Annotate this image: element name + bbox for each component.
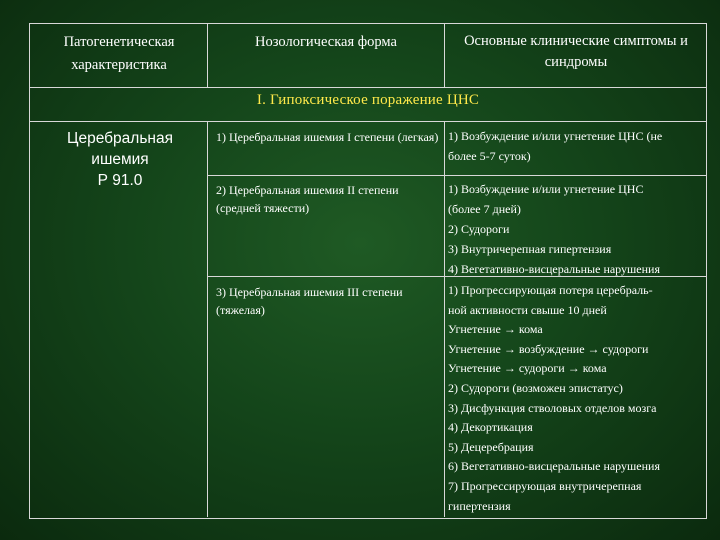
symptoms-row-3	[448, 281, 704, 516]
symptom-line: 1) Возбуждение и/или угнетение ЦНС	[448, 182, 644, 196]
header-pathogenetic: Патогенетическая характеристика	[63, 34, 175, 73]
symptom-line: Угнетение → кома	[448, 322, 543, 337]
symptom-line: 1) Прогрессирующая потеря церебраль-	[448, 283, 653, 297]
header-divider-1	[207, 23, 208, 87]
symptom-line: Угнетение → возбуждение → судороги	[448, 341, 649, 356]
symptom-line: 5) Децеребрация	[448, 439, 534, 454]
row-rule-1	[207, 175, 706, 176]
diagnosis-line-2: ишемия	[91, 151, 149, 168]
body-divider-1	[207, 121, 208, 517]
symptom-line: 3) Внутричерепная гипертензия	[448, 242, 612, 256]
body-divider-2	[444, 121, 445, 517]
form-row-1: 1) Церебральная ишемия I степени (легкая)	[216, 130, 439, 144]
symptom-line: 7) Прогрессирующая внутричерепная	[448, 478, 642, 493]
symptom-line: 6) Вегетативно-висцеральные нарушения	[448, 459, 660, 474]
symptom-line: гипертензия	[448, 498, 511, 513]
diagnosis-line-1: Церебральная	[67, 130, 173, 147]
symptoms-row-1	[448, 126, 704, 166]
symptom-line: 2) Судороги (возможен эпистатус)	[448, 380, 623, 395]
symptoms-row-2	[448, 179, 704, 279]
symptom-line: 1) Возбуждение и/или угнетение ЦНС (не	[448, 129, 663, 143]
symptom-line: 4) Декортикация	[448, 420, 533, 435]
symptom-line: более 5-7 суток)	[448, 149, 531, 163]
symptom-line: Угнетение → судороги → кома	[448, 361, 607, 376]
diagnosis-line-3: Р 91.0	[97, 172, 143, 189]
section-bottom-rule	[29, 121, 706, 122]
header-bottom-rule	[29, 87, 706, 88]
section-title: I. Гипоксическое поражение ЦНС	[256, 92, 480, 108]
header-divider-2	[444, 23, 445, 87]
header-clinical-symptoms: Основные клинические симптомы и синдромы	[464, 33, 688, 70]
form-row-2: 2) Церебральная ишемия II степени (средней тяжести)	[216, 183, 399, 215]
symptom-line: 3) Дисфункция стволовых отделов мозга	[448, 400, 657, 415]
symptom-line: ной активности свыше 10 дней	[448, 302, 607, 317]
header-nosological-form: Нозологическая форма	[255, 34, 397, 50]
form-row-3: 3) Церебральная ишемия III степени (тяжелая)	[216, 285, 403, 317]
symptom-line: (более 7 дней)	[448, 202, 521, 216]
symptom-line: 2) Судороги	[448, 222, 510, 236]
symptom-line: 4) Вегетативно-висцеральные нарушения	[448, 262, 660, 276]
diagnosis-cell	[34, 128, 206, 191]
